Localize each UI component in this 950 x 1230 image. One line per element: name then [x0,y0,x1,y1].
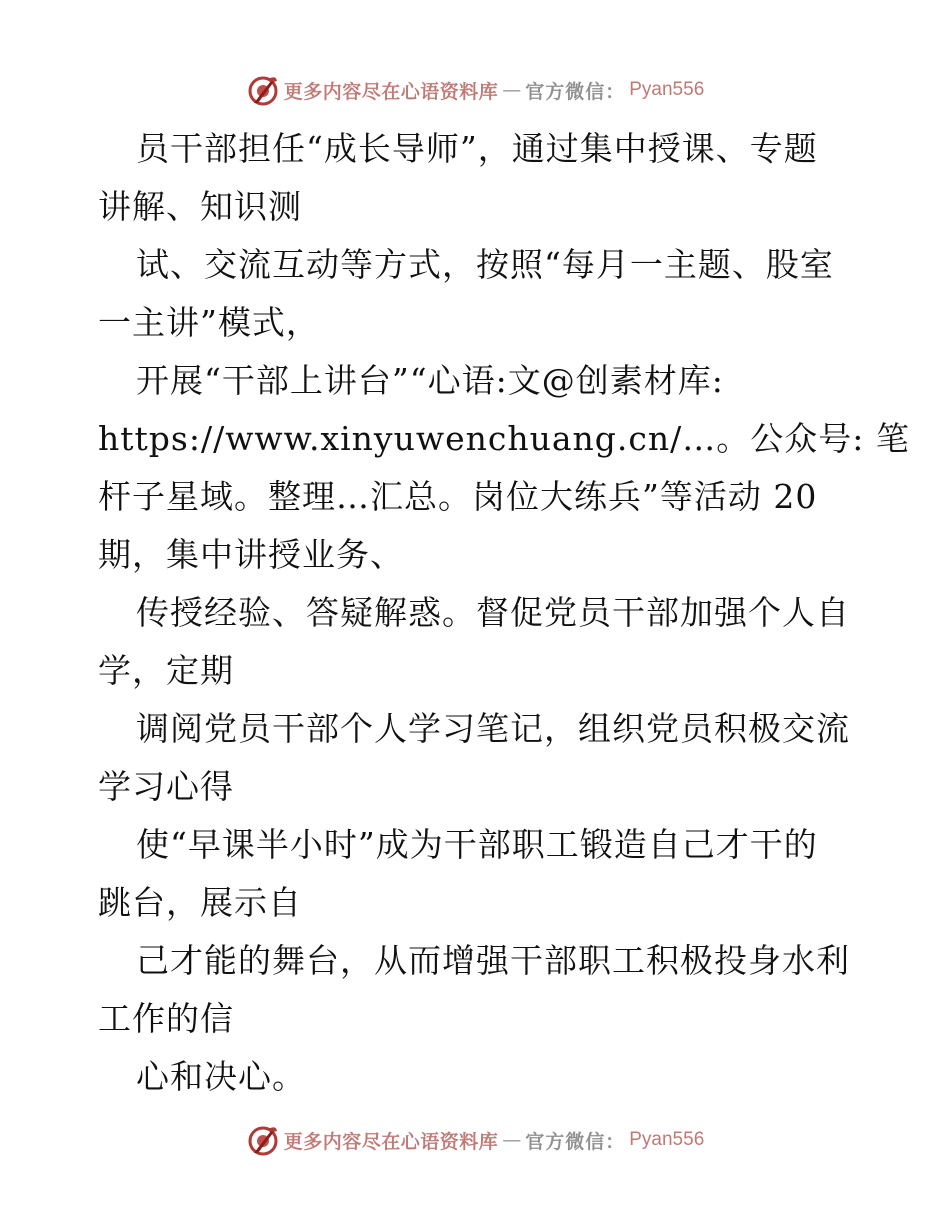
body-line: 己才能的舞台，从而增强干部职工积极投身水利 [136,941,850,980]
body-line: 调阅党员干部个人学习笔记，组织党员积极交流 [136,709,850,748]
body-line: 开展“干部上讲台”“心语:文@创素材库: [136,361,724,400]
banner-wechat-id: Pyan556 [629,79,705,100]
body-line: 一主讲”模式， [98,303,320,342]
banner-official-text: 官方微信： [525,80,626,103]
document-body [98,120,910,1106]
banner-main-text: 更多内容尽在心语资料库 [283,80,499,103]
banner-separator: — [502,79,522,101]
feather-pen-logo-icon [246,73,280,107]
body-line: 学习心得 [98,767,234,806]
header-banner [0,70,950,110]
body-line: 心和决心。 [136,1057,306,1096]
body-line: 传授经验、答疑解惑。督促党员干部加强个人自 [136,593,850,632]
banner-separator: — [502,1129,522,1151]
banner-main-text: 更多内容尽在心语资料库 [283,1130,499,1153]
body-line: https://www.xinyuwenchuang.cn/…。公众号: 笔 [98,419,910,458]
body-line: 杆子星域。整理…汇总。岗位大练兵”等活动 20 [98,477,818,516]
body-line: 讲解、知识测 [98,187,302,226]
footer-banner [0,1120,950,1160]
body-line: 学，定期 [98,651,234,690]
body-line: 试、交流互动等方式，按照“每月一主题、股室 [136,245,834,284]
banner-official-text: 官方微信： [525,1130,626,1153]
body-line: 期，集中讲授业务、 [98,535,404,574]
body-line: 工作的信 [98,999,234,1038]
body-line: 跳台，展示自 [98,883,302,922]
body-line: 使“早课半小时”成为干部职工锻造自己才干的 [136,825,818,864]
banner-wechat-id: Pyan556 [629,1129,705,1150]
header-banner-inner [246,73,705,107]
body-line: 员干部担任“成长导师”，通过集中授课、专题 [136,129,818,168]
feather-pen-logo-icon [246,1123,280,1157]
footer-banner-inner [246,1123,705,1157]
